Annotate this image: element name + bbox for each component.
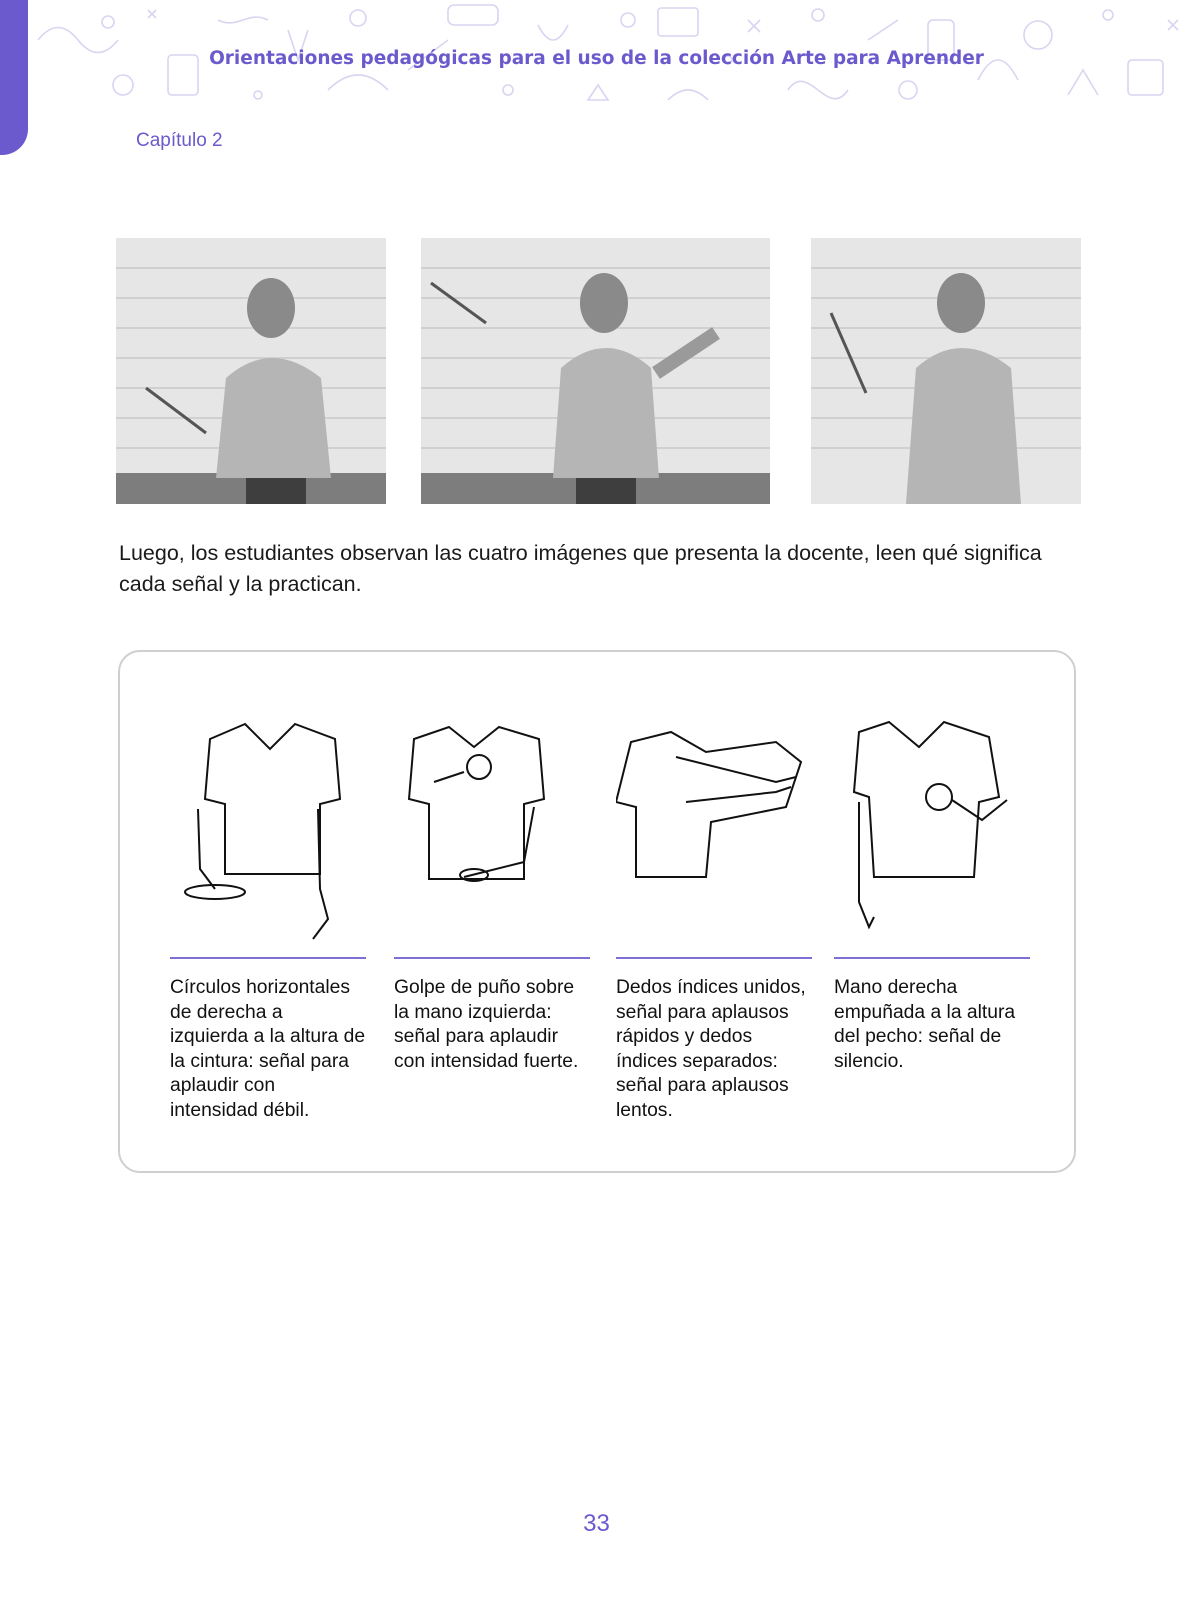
conductor-photo-3 bbox=[811, 238, 1081, 504]
caption-rule bbox=[394, 957, 590, 959]
conductor-photo-2 bbox=[421, 238, 770, 504]
intro-paragraph: Luego, los estudiantes observan las cuatro imágenes que presenta la docente, leen qué significa cada señal y la practican. bbox=[119, 541, 1042, 596]
fist-chest-illustration bbox=[834, 712, 1030, 952]
horizontal-circles-illustration bbox=[170, 712, 366, 952]
conductor-photo-1 bbox=[116, 238, 386, 504]
fist-strike-illustration bbox=[394, 712, 590, 952]
sign-caption: Golpe de puño sobre la mano izquierda: señal para aplaudir con intensidad fuerte. bbox=[394, 977, 579, 1072]
sign-card-2 bbox=[394, 712, 590, 1074]
chapter-label: Capítulo 2 bbox=[136, 130, 223, 151]
page-number: 33 bbox=[583, 1510, 610, 1537]
sign-caption: Círculos horizontales de derecha a izquierda a la altura de la cintura: señal para aplaudir con intensidad débil. bbox=[170, 977, 366, 1121]
chapter-side-tab bbox=[0, 0, 28, 155]
caption-rule bbox=[170, 957, 366, 959]
sign-caption: Dedos índices unidos, señal para aplausos rápidos y dedos índices separados: señal para aplausos lentos. bbox=[616, 977, 806, 1121]
caption-rule bbox=[616, 957, 812, 959]
sign-caption: Mano derecha empuñada a la altura del pecho: señal de silencio. bbox=[834, 977, 1016, 1072]
sign-card-4 bbox=[834, 712, 1030, 1074]
index-fingers-illustration bbox=[616, 712, 812, 952]
sign-card-3 bbox=[616, 712, 812, 1124]
header-title: Orientaciones pedagógicas para el uso de la colección Arte para Aprender bbox=[209, 48, 984, 69]
signals-box bbox=[118, 650, 1076, 1173]
caption-rule bbox=[834, 957, 1030, 959]
sign-card-1 bbox=[170, 712, 366, 1124]
